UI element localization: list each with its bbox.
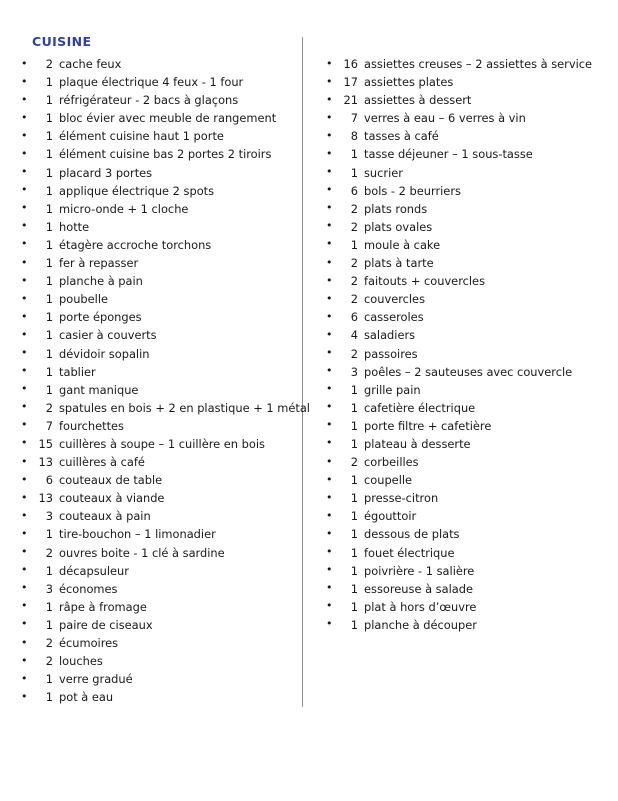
bullet-icon: • [21,291,28,305]
bullet-icon: • [326,599,333,613]
item-quantity: 3 [45,581,53,596]
bullet-icon: • [326,617,333,631]
bullet-icon: • [21,309,28,323]
bullet-icon: • [326,56,333,70]
item-quantity: 1 [350,545,358,560]
item-quantity: 2 [350,455,358,470]
item-quantity: 21 [343,93,358,108]
item-label: porte éponges [59,310,142,325]
item-label: poubelle [59,292,108,307]
item-label: planche à pain [59,274,143,289]
bullet-icon: • [21,508,28,522]
list-item [323,182,598,200]
item-quantity: 1 [350,527,358,542]
item-quantity: 1 [350,147,358,162]
item-label: assiettes plates [364,75,454,90]
item-quantity: 15 [38,436,53,451]
bullet-icon: • [326,165,333,179]
bullet-icon: • [21,490,28,504]
list-item [18,308,296,326]
item-label: planche à découper [364,617,477,632]
item-label: élément cuisine haut 1 porte [59,129,224,144]
item-label: essoreuse à salade [364,581,473,596]
list-item [18,127,296,145]
item-label: gant manique [59,382,139,397]
list-item [323,616,598,634]
item-quantity: 1 [45,310,53,325]
item-label: élément cuisine bas 2 portes 2 tiroirs [59,147,272,162]
item-label: poivrière - 1 salière [364,563,475,578]
bullet-icon: • [326,146,333,160]
item-label: tablier [59,364,96,379]
item-quantity: 2 [350,346,358,361]
list-item [323,127,598,145]
bullet-icon: • [326,327,333,341]
item-quantity: 1 [45,527,53,542]
item-quantity: 2 [350,219,358,234]
bullet-icon: • [21,237,28,251]
list-item [323,55,598,73]
item-label: passoires [364,346,418,361]
item-quantity: 1 [350,599,358,614]
list-item [18,200,296,218]
list-item [323,200,598,218]
item-label: plat à hors d’œuvre [364,599,477,614]
item-quantity: 1 [45,599,53,614]
bullet-icon: • [326,74,333,88]
item-quantity: 1 [45,237,53,252]
item-label: cache feux [59,57,122,71]
item-label: râpe à fromage [59,599,147,614]
bullet-icon: • [21,671,28,685]
bullet-icon: • [21,92,28,106]
item-label: porte filtre + cafetière [364,418,492,433]
item-label: verres à eau – 6 verres à vin [364,111,526,126]
list-item [18,688,296,706]
list-item [18,345,296,363]
list-item [323,507,598,525]
item-quantity: 1 [350,491,358,506]
item-quantity: 7 [45,418,53,433]
list-item [323,417,598,435]
item-label: saladiers [364,328,416,343]
bullet-icon: • [21,400,28,414]
item-quantity: 1 [350,581,358,596]
bullet-icon: • [21,56,28,70]
list-item [323,254,598,272]
item-label: économes [59,581,118,596]
list-item [18,544,296,562]
item-quantity: 13 [38,455,53,470]
item-quantity: 2 [350,292,358,307]
item-label: presse-citron [364,491,439,506]
bullet-icon: • [326,273,333,287]
list-item [18,652,296,670]
item-label: cuillères à soupe – 1 cuillère en bois [59,436,265,451]
bullet-icon: • [21,74,28,88]
item-label: dessous de plats [364,527,460,542]
item-label: paire de ciseaux [59,617,153,632]
item-quantity: 1 [45,219,53,234]
item-label: coupelle [364,473,413,488]
item-quantity: 2 [45,636,53,650]
bullet-icon: • [326,219,333,233]
list-item [18,417,296,435]
bullet-icon: • [21,183,28,197]
list-item [18,525,296,543]
page-title: CUISINE [32,34,92,49]
list-item [323,218,598,236]
bullet-icon: • [21,653,28,667]
list-item [18,91,296,109]
item-quantity: 2 [45,654,53,669]
item-quantity: 1 [350,237,358,252]
list-item [323,363,598,381]
list-item [323,272,598,290]
item-label: plaque électrique 4 feux - 1 four [59,75,244,90]
item-quantity: 6 [350,183,358,198]
bullet-icon: • [326,237,333,251]
list-item [18,290,296,308]
item-quantity: 1 [45,382,53,397]
list-item [323,236,598,254]
list-item [18,598,296,616]
item-quantity: 1 [45,364,53,379]
item-label: moule à cake [364,237,441,252]
list-item [323,525,598,543]
bullet-icon: • [326,110,333,124]
item-label: poêles – 2 sauteuses avec couvercle [364,364,573,379]
bullet-icon: • [326,436,333,450]
item-quantity: 3 [350,364,358,379]
list-item [323,453,598,471]
item-label: égouttoir [364,509,417,524]
item-quantity: 2 [350,256,358,271]
bullet-icon: • [21,563,28,577]
list-item [323,471,598,489]
item-quantity: 6 [45,473,53,488]
list-item [323,381,598,399]
bullet-icon: • [21,689,28,703]
list-item [323,91,598,109]
item-quantity: 1 [45,256,53,271]
list-item [18,507,296,525]
bullet-icon: • [326,183,333,197]
bullet-icon: • [326,291,333,305]
item-quantity: 7 [350,111,358,126]
item-label: louches [59,654,103,669]
list-item [18,453,296,471]
list-item [18,218,296,236]
item-quantity: 1 [350,436,358,451]
item-label: casseroles [364,310,424,325]
item-label: spatules en bois + 2 en plastique + 1 métal [59,400,310,415]
bullet-icon: • [21,599,28,613]
list-item [18,164,296,182]
item-label: couteaux de table [59,473,163,488]
item-label: fourchettes [59,418,124,433]
item-label: réfrigérateur - 2 bacs à glaçons [59,93,239,108]
bullet-icon: • [326,255,333,269]
bullet-icon: • [21,454,28,468]
bullet-icon: • [21,110,28,124]
item-quantity: 3 [45,509,53,524]
list-item [323,145,598,163]
item-quantity: 17 [343,75,358,90]
item-quantity: 2 [350,274,358,289]
list-item [323,544,598,562]
bullet-icon: • [326,526,333,540]
item-quantity: 13 [38,491,53,506]
item-quantity: 1 [45,111,53,126]
bullet-icon: • [326,364,333,378]
list-item [18,55,296,73]
bullet-icon: • [326,309,333,323]
list-item [323,598,598,616]
list-item [18,236,296,254]
item-quantity: 2 [45,400,53,415]
item-label: pot à eau [59,690,114,705]
item-quantity: 1 [45,617,53,632]
item-label: décapsuleur [59,563,129,578]
item-label: bols - 2 beurriers [364,183,461,198]
two-column-layout [18,55,598,707]
bullet-icon: • [326,490,333,504]
bullet-icon: • [21,382,28,396]
item-label: placard 3 portes [59,165,153,180]
bullet-icon: • [21,635,28,649]
item-label: tasses à café [364,129,439,144]
list-item [18,182,296,200]
bullet-icon: • [326,454,333,468]
bullet-icon: • [21,472,28,486]
inventory-list-left [18,55,310,706]
bullet-icon: • [21,219,28,233]
bullet-icon: • [326,545,333,559]
bullet-icon: • [326,346,333,359]
list-item [18,254,296,272]
list-item [18,489,296,507]
item-quantity: 1 [350,382,358,397]
bullet-icon: • [21,273,28,287]
bullet-icon: • [21,364,28,378]
item-quantity: 1 [45,274,53,289]
list-item [323,308,598,326]
item-quantity: 16 [343,57,358,71]
bullet-icon: • [21,581,28,595]
item-quantity: 1 [350,165,358,180]
list-item [18,272,296,290]
item-label: cuillères à café [59,455,145,470]
list-item [18,580,296,598]
list-item [323,326,598,344]
item-label: casier à couverts [59,328,157,343]
item-label: plats ovales [364,219,433,234]
bullet-icon: • [21,545,28,559]
item-label: tire-bouchon – 1 limonadier [59,527,216,542]
left-column [18,55,310,706]
item-quantity: 8 [350,129,358,144]
list-item [18,326,296,344]
bullet-icon: • [21,165,28,179]
bullet-icon: • [326,472,333,486]
item-label: bloc évier avec meuble de rangement [59,111,277,126]
item-label: cafetière électrique [364,400,476,415]
item-quantity: 6 [350,310,358,325]
list-item [323,109,598,127]
bullet-icon: • [21,617,28,631]
list-item [18,363,296,381]
bullet-icon: • [21,346,28,359]
item-label: étagère accroche torchons [59,237,212,252]
item-quantity: 1 [45,75,53,90]
item-label: couvercles [364,292,426,307]
bullet-icon: • [326,508,333,522]
item-label: tasse déjeuner – 1 sous-tasse [364,147,533,162]
item-label: couteaux à pain [59,509,151,524]
list-item [323,580,598,598]
item-label: plats à tarte [364,256,434,271]
list-item [18,73,296,91]
item-quantity: 4 [350,328,358,343]
bullet-icon: • [21,201,28,215]
item-quantity: 1 [45,563,53,578]
item-label: plats ronds [364,201,428,216]
item-quantity: 1 [350,400,358,415]
item-label: fouet électrique [364,545,455,560]
list-item [18,399,310,417]
bullet-icon: • [326,418,333,432]
bullet-icon: • [21,418,28,432]
item-quantity: 1 [350,563,358,578]
item-label: assiettes creuses – 2 assiettes à service [364,57,593,71]
item-label: assiettes à dessert [364,93,472,108]
bullet-icon: • [326,563,333,577]
item-label: corbeilles [364,455,419,470]
item-label: ouvres boite - 1 clé à sardine [59,545,225,560]
list-item [323,562,598,580]
item-quantity: 1 [350,509,358,524]
bullet-icon: • [326,128,333,142]
item-label: faitouts + couvercles [364,274,485,289]
item-quantity: 1 [45,165,53,180]
list-item [18,634,296,652]
item-quantity: 2 [45,545,53,560]
bullet-icon: • [21,128,28,142]
bullet-icon: • [21,255,28,269]
bullet-icon: • [21,327,28,341]
bullet-icon: • [21,526,28,540]
bullet-icon: • [326,581,333,595]
item-quantity: 1 [45,129,53,144]
list-item [323,290,598,308]
item-label: applique électrique 2 spots [59,183,215,198]
item-label: couteaux à viande [59,491,165,506]
list-item [18,435,296,453]
item-quantity: 1 [45,672,53,687]
bullet-icon: • [326,201,333,215]
item-label: verre gradué [59,672,133,687]
item-label: hotte [59,219,90,234]
item-label: sucrier [364,165,403,180]
bullet-icon: • [21,146,28,160]
item-label: micro-onde + 1 cloche [59,201,189,216]
item-quantity: 1 [45,147,53,162]
item-quantity: 1 [350,418,358,433]
item-quantity: 1 [45,328,53,343]
right-column [303,55,598,634]
item-quantity: 1 [45,201,53,216]
list-item [18,670,296,688]
list-item [18,381,296,399]
item-quantity: 1 [45,93,53,108]
item-label: dévidoir sopalin [59,346,150,361]
list-item [18,109,296,127]
item-label: grille pain [364,382,421,397]
bullet-icon: • [326,92,333,106]
list-item [18,616,296,634]
item-label: plateau à desserte [364,436,471,451]
list-item [323,489,598,507]
list-item [323,399,598,417]
item-quantity: 1 [45,292,53,307]
item-quantity: 1 [45,183,53,198]
item-label: écumoires [59,636,119,650]
item-quantity: 1 [350,617,358,632]
bullet-icon: • [326,382,333,396]
item-label: fer à repasser [59,256,139,271]
item-quantity: 2 [45,57,53,71]
list-item [323,435,598,453]
list-item [323,164,598,182]
item-quantity: 1 [45,346,53,361]
inventory-list-right [323,55,598,634]
item-quantity: 1 [350,473,358,488]
bullet-icon: • [326,400,333,414]
list-item [18,145,296,163]
item-quantity: 1 [45,690,53,705]
bullet-icon: • [21,436,28,450]
list-item [323,73,598,91]
list-item [323,345,598,363]
item-quantity: 2 [350,201,358,216]
list-item [18,562,296,580]
list-item [18,471,296,489]
